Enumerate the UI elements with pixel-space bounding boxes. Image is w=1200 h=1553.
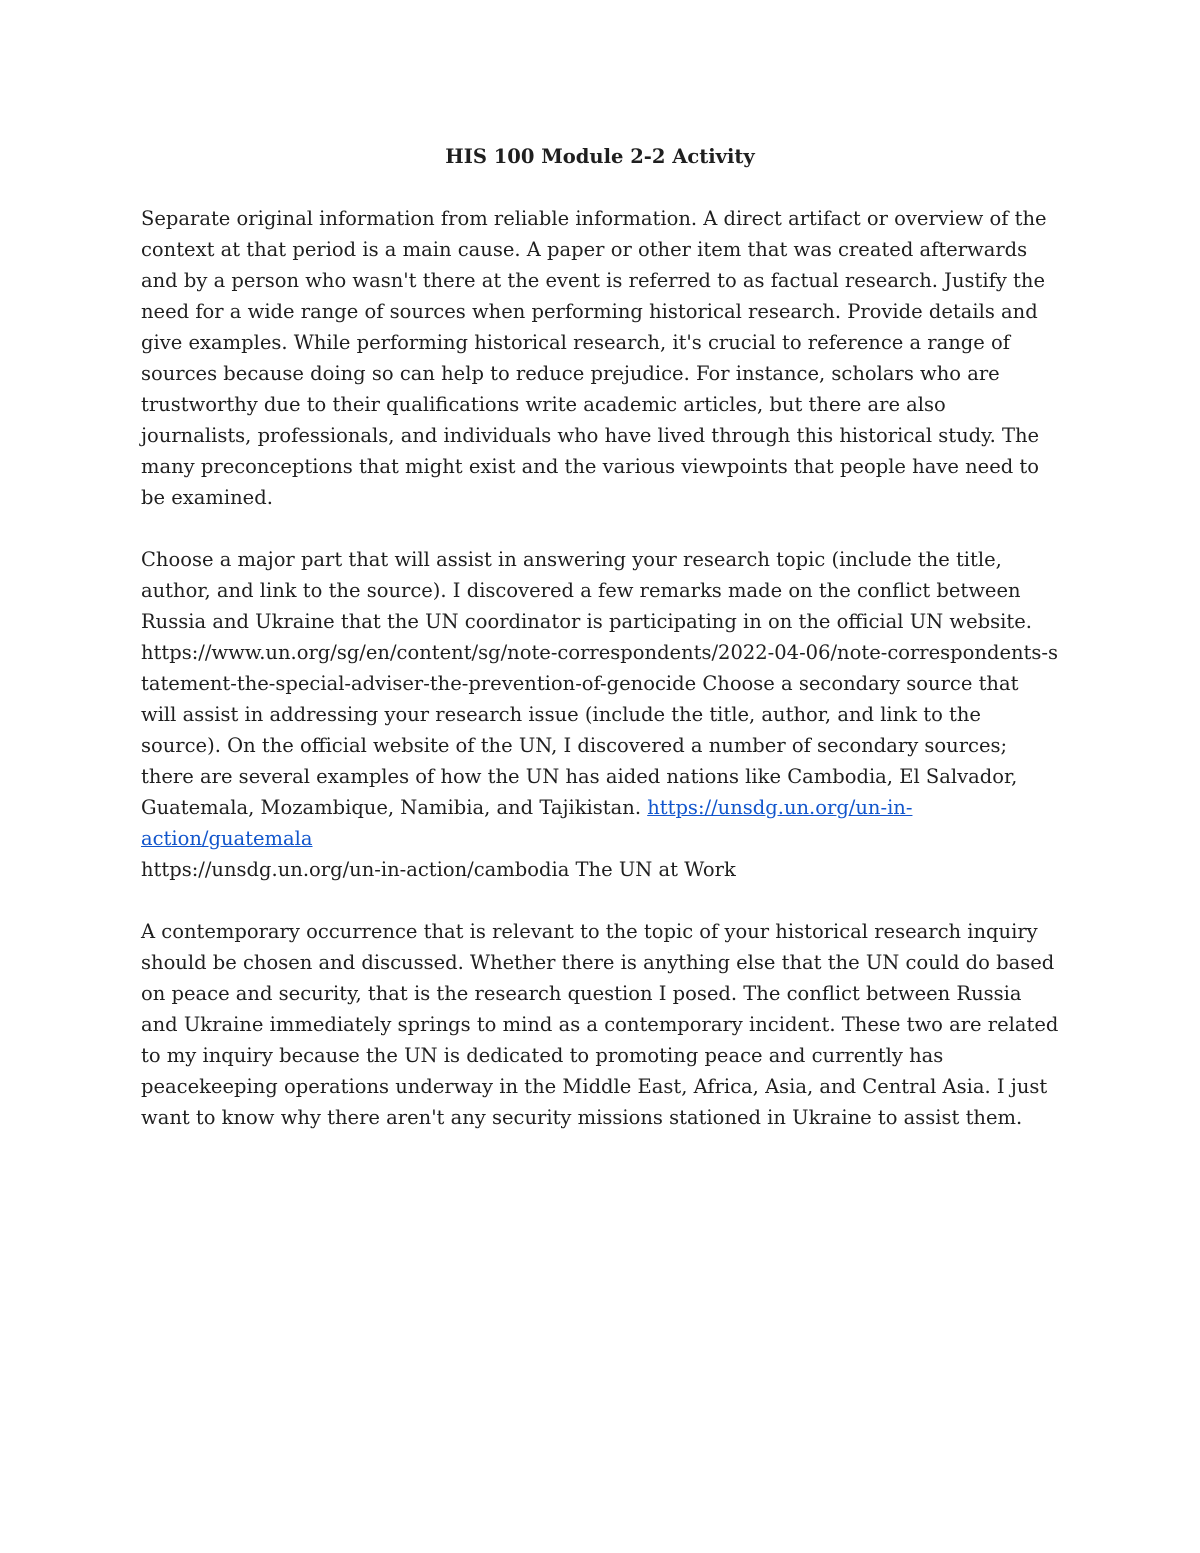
paragraph2-text-a: Choose a major part that will assist in answering your research topic (include the title, author, and link to the source). I discovered a few remarks made on the conflict between Russia and Ukraine that the UN coordinator is participating in on the official UN website. xyxy=(141,548,1032,633)
document-body xyxy=(141,141,1059,1164)
guatemala-link[interactable]: https://unsdg.un.org/un-in-action/guatemala xyxy=(141,796,913,850)
paragraph-contemporary: A contemporary occurrence that is relevant to the topic of your historical research inquiry should be chosen and discussed. Whether there is anything else that the UN could do based on peace and security, that is the research question I posed. The conflict between Russia and Ukraine immediately springs to mind as a contemporary incident. These two are related to my inquiry because the UN is dedicated to promoting peace and currently has peacekeeping operations underway in the Middle East, Africa, Asia, and Central Asia. I just want to know why there aren't any security missions stationed in Ukraine to assist them. xyxy=(141,920,1059,1129)
paragraph-sources: Separate original information from reliable information. A direct artifact or overview of the context at that period is a main cause. A paper or other item that was created afterwards and by a person who wasn't there at the event is referred to as factual research. Justify the need for a wide range of sources when performing historical research. Provide details and give examples. While performing historical research, it's crucial to reference a range of sources because doing so can help to reduce prejudice. For instance, scholars who are trustworthy due to their qualifications write academic articles, but there are also journalists, professionals, and individuals who have lived through this historical study. The many preconceptions that might exist and the various viewpoints that people have need to be examined. xyxy=(141,207,1047,509)
cambodia-url: https://unsdg.un.org/un-in-action/cambodia xyxy=(141,858,570,881)
document-title: HIS 100 Module 2-2 Activity xyxy=(445,145,755,168)
paragraph-primary-secondary xyxy=(141,544,1059,885)
un-statement-url: https://www.un.org/sg/en/content/sg/note-correspondents/2022-04-06/note-correspondents-statement-the-special-adviser-the-prevention-of-genocide xyxy=(141,641,1058,695)
paragraph2-text-c: The UN at Work xyxy=(569,858,736,881)
paragraph2-text-b: Choose a secondary source that will assist in addressing your research issue (include the title, author, and link to the source). On the official website of the UN, I discovered a number of secondary sources; there are several examples of how the UN has aided nations like Cambodia, El Salvador, Guatemala, Mozambique, Namibia, and Tajikistan. xyxy=(141,672,1019,819)
